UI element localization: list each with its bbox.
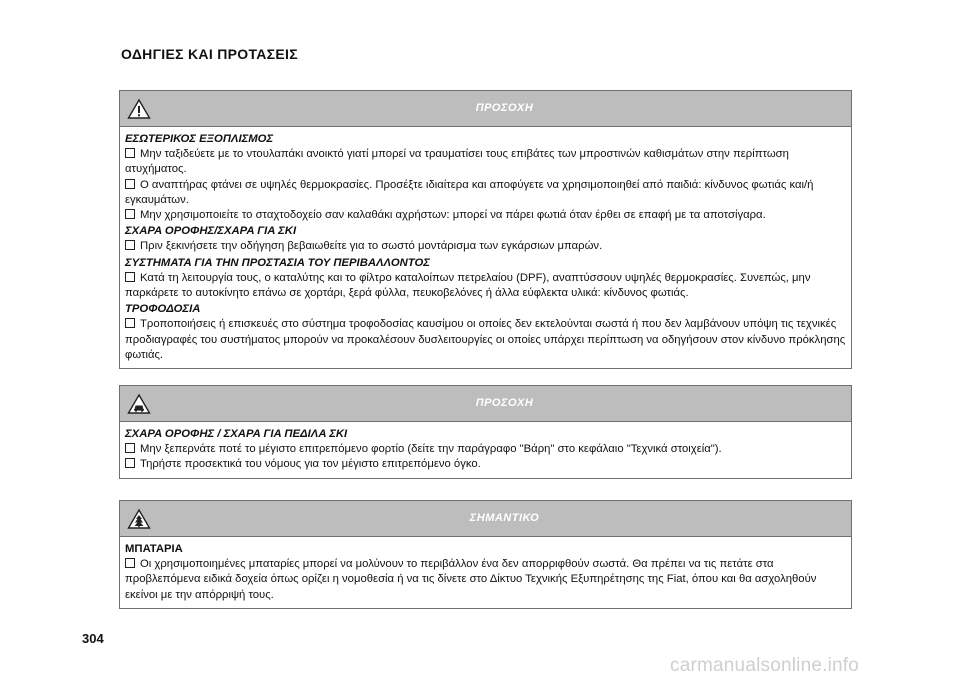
panel-header [120,91,851,127]
list-item: Τηρήστε προσεκτικά του νόμους για τον μέγιστο επιτρεπόμενο όγκο. [125,457,847,472]
checkbox-bullet-icon [125,558,135,568]
panel-header [120,501,851,537]
page-number: 304 [82,631,104,646]
section-heading: ΣΧΑΡΑ ΟΡΟΦΗΣ / ΣΧΑΡΑ ΓΙΑ ΠΕΔΙΛΑ ΣΚΙ [125,428,348,440]
page-title: ΟΔΗΓΙΕΣ ΚΑΙ ΠΡΟΤΑΣΕΙΣ [121,46,298,62]
list-item: Οι χρησιμοποιημένες μπαταρίες μπορεί να μολύνουν το περιβάλλον ένα δεν απορριφθούν σωστά. Θα πρέπει να τις πετάτε στα προβλεπόμενα ειδικά δοχεία όπως ορίζει η νομοθεσία ή να τις δίνετε στο Δίκτυο Τεχνικής Εξυπηρέτησης της Fiat, όπου και θα ασχοληθούν εκείνοι με την απόρριψή τους. [125,558,817,601]
list-item: Ο αναπτήρας φτάνει σε υψηλές θερμοκρασίες. Προσέξτε ιδιαίτερα και αποφύγετε να χρησιμοποιηθεί από παιδιά: κίνδυνος φωτιάς και/ή εγκαυμάτων. [125,178,814,206]
checkbox-bullet-icon [125,240,135,250]
panel-header [120,386,851,422]
checkbox-bullet-icon [125,443,135,453]
watermark: carmanualsonline.info [670,655,860,676]
panel-body [120,422,851,478]
checkbox-bullet-icon [125,272,135,282]
checkbox-bullet-icon [125,318,135,328]
list-item: Μην ταξιδεύετε με το ντουλαπάκι ανοικτό γιατί μπορεί να τραυματίσει τους επιβάτες των μπροστινών καθισμάτων στην περίπτωση ατυχήματος. [125,148,789,176]
checkbox-bullet-icon [125,209,135,219]
checkbox-bullet-icon [125,148,135,158]
list-item: Μην ξεπερνάτε ποτέ το μέγιστο επιτρεπόμενο φορτίο (δείτε την παράγραφο "Βάρη" στο κεφάλαιο "Τεχνικά στοιχεία"). [125,442,847,457]
environment-tree-icon [120,501,158,536]
list-item: Πριν ξεκινήσετε την οδήγηση βεβαιωθείτε για το σωστό μοντάρισμα των εγκάρσιων μπαρών. [125,239,847,254]
section-heading: ΤΡΟΦΟΔΟΣΙΑ [125,303,201,316]
checkbox-bullet-icon [125,458,135,468]
checkbox-bullet-icon [125,179,135,189]
list-item: Τροποποιήσεις ή επισκευές στο σύστημα τροφοδοσίας καυσίμου οι οποίες δεν εκτελούνται σωστά ή που δεν λαμβάνουν υπόψη τις τεχνικές προδιαγραφές του συστήματος μπορούν να προκαλέσουν δυσλειτουργίες οι οποίες υπάρχει περίπτωση να οδηγήσουν στον κίνδυνο πρόκλησης φωτιάς. [125,318,846,361]
section-heading: ΣΥΣΤΗΜΑΤΑ ΓΙΑ ΤΗΝ ΠΡΟΣΤΑΣΙΑ ΤΟΥ ΠΕΡΙΒΑΛΛΟΝΤΟΣ [125,256,430,269]
list-item: Κατά τη λειτουργία τους, ο καταλύτης και το φίλτρο καταλοίπων πετρελαίου (DPF), αναπτύσσουν υψηλές θερμοκρασίες. Συνεπώς, μην παρκάρετε το αυτοκίνητο επάνω σε χορτάρι, ξερά φύλλα, πευκοβελόνες ή άλλα εύφλεκτα υλικά: κίνδυνος φωτιάς. [125,271,811,300]
important-panel-battery [119,500,852,609]
section-heading: ΕΣΩΤΕΡΙΚΟΣ ΕΞΟΠΛΙΣΜΟΣ [125,133,274,145]
panel-label: ΣΗΜΑΝΤΙΚΟ [469,512,540,524]
car-warning-icon [120,386,158,421]
panel-label: ΠΡΟΣΟΧΗ [475,102,534,114]
panel-body [120,127,851,368]
section-heading: ΜΠΑΤΑΡΙΑ [125,543,183,555]
warning-panel-interior [119,90,852,369]
list-item: Μην χρησιμοποιείτε το σταχτοδοχείο σαν καλαθάκι αχρήστων: μπορεί να πάρει φωτιά όταν έρθει σε επαφή με τα αποτσίγαρα. [125,208,847,223]
section-heading: ΣΧΑΡΑ ΟΡΟΦΗΣ/ΣΧΑΡΑ ΓΙΑ ΣΚΙ [125,225,297,238]
warning-triangle-icon [120,91,158,126]
panel-label: ΠΡΟΣΟΧΗ [475,397,534,409]
warning-panel-roof-rack [119,385,852,479]
panel-body [120,537,851,608]
